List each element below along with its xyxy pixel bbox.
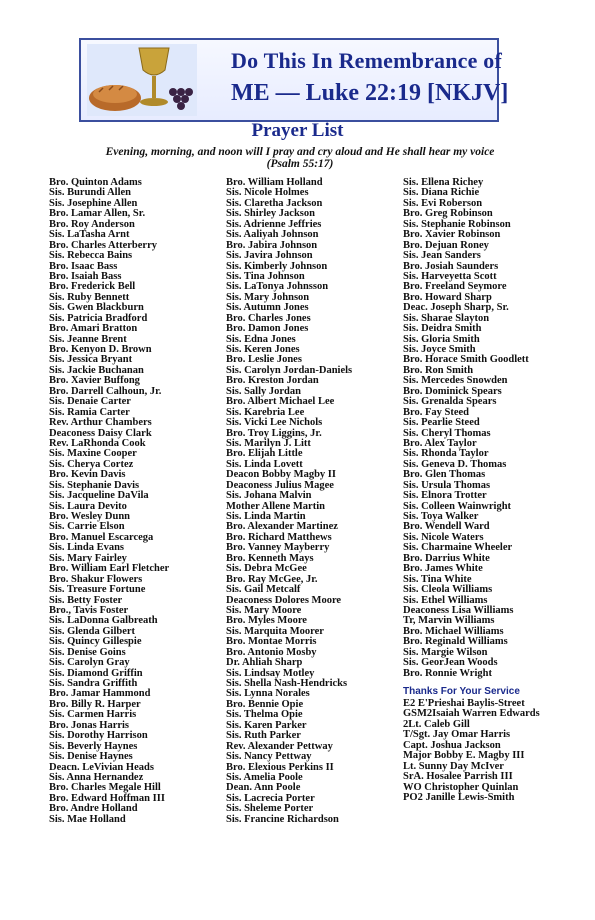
- prayer-list-column-3: [403, 178, 540, 803]
- list-item: Bro. Roy Anderson: [49, 218, 135, 230]
- list-item: Sis. Colleen Wainwright: [403, 500, 512, 512]
- list-item: Sis. Sharae Slayton: [403, 312, 490, 324]
- list-item: Sis. Nicole Holmes: [226, 187, 309, 199]
- list-item: E2 E'Prieshai Baylis-Street: [403, 698, 525, 709]
- list-item: Bro. Charles Jones: [226, 312, 311, 324]
- list-item: Bro. Vanney Mayberry: [226, 542, 330, 554]
- list-item: Bro. Damon Jones: [226, 323, 309, 335]
- list-item: Sis. LaTasha Arnt: [49, 229, 130, 241]
- list-item: Sis. Cheryl Thomas: [403, 427, 491, 439]
- list-item: Sis. Shella Nash-Hendricks: [226, 678, 348, 689]
- list-item: Sis. Debra McGee: [226, 563, 307, 575]
- list-item: Bro. Fay Steed: [403, 406, 470, 418]
- list-item: Sis. Diamond Griffin: [49, 667, 143, 679]
- list-item: Bro. Reginald Williams: [403, 636, 508, 648]
- list-item: Sis. Edna Jones: [226, 333, 296, 345]
- list-item: Sis. Carolyn Jordan-Daniels: [226, 364, 353, 376]
- list-item: Bro. Glen Thomas: [403, 469, 486, 481]
- list-item: Bro. Shakur Flowers: [49, 573, 143, 585]
- list-item: Sis. LaDonna Galbreath: [49, 615, 158, 627]
- list-item: Sis. Glenda Gilbert: [49, 625, 136, 637]
- list-item: Bro. Richard Matthews: [226, 531, 332, 543]
- list-item: Sis. Betty Foster: [49, 594, 123, 606]
- list-item: Bro. Edward Hoffman III: [49, 792, 165, 804]
- list-item: WO Christopher Quinlan: [403, 781, 519, 793]
- list-item: Sis. Harveyetta Scott: [403, 270, 497, 282]
- list-item: Bro. Lamar Allen, Sr.: [49, 208, 146, 220]
- list-item: Bro. Darrell Calhoun, Jr.: [49, 385, 162, 397]
- list-item: Sis. Laura Devito: [49, 500, 127, 512]
- list-item: Bro. Wendell Ward: [403, 521, 490, 533]
- header-banner: [79, 38, 509, 122]
- list-item: Sis. Autumn Jones: [226, 302, 309, 314]
- list-item: Sis. Burundi Allen: [49, 187, 131, 199]
- list-item: Sis. Maxine Cooper: [49, 448, 137, 460]
- list-item: Sis. Rhonda Taylor: [403, 448, 489, 460]
- list-item: Sis. Francine Richardson: [226, 813, 339, 825]
- list-item: Major Bobby E. Magby III: [403, 750, 525, 762]
- list-item: Sis. Ellena Richey: [403, 177, 484, 188]
- list-item: PO2 Janille Lewis-Smith: [403, 791, 515, 803]
- list-item: Bro. Amari Bratton: [49, 323, 138, 335]
- list-item: Sis. Rebecca Bains: [49, 250, 133, 262]
- list-item: Sis. Claretha Jackson: [226, 197, 323, 209]
- list-item: Deaconess Lisa Williams: [403, 604, 514, 616]
- list-item: Sis. Denaie Carter: [49, 396, 131, 408]
- list-item: Sis. GeorJean Woods: [403, 657, 498, 669]
- list-item: Deac. Joseph Sharp, Sr.: [403, 302, 509, 314]
- list-item: Sis. Carmen Harris: [49, 709, 137, 721]
- list-item: Bro. Kenneth Mays: [226, 552, 314, 564]
- list-item: Sis. Stephanie Robinson: [403, 218, 511, 230]
- list-item: Sis. Josephine Allen: [49, 197, 138, 209]
- list-item: Sis. Pearlie Steed: [403, 417, 480, 429]
- banner-title-line1: Do This In Remembrance of: [231, 48, 503, 73]
- list-item: Sis. Margie Wilson: [403, 646, 488, 658]
- list-item: T/Sgt. Jay Omar Harris: [403, 729, 511, 741]
- list-item: Sis. Beverly Haynes: [49, 740, 138, 752]
- list-item: Bro. Montae Morris: [226, 636, 317, 648]
- list-item: Sis. Lindsay Motley: [226, 667, 315, 679]
- list-item: Bro. Manuel Escarcega: [49, 531, 154, 543]
- list-item: Sis. Denise Haynes: [49, 751, 133, 763]
- list-item: Sis. Diana Richie: [403, 187, 480, 199]
- list-item: Sis. Toya Walker: [403, 511, 479, 522]
- list-item: Rev. LaRhonda Cook: [49, 437, 146, 449]
- list-item: Sis. Nicole Waters: [403, 531, 484, 543]
- prayer-list-column-3-names: [403, 178, 540, 679]
- list-item: Sis. Mary Fairley: [49, 552, 127, 564]
- list-item: Bro. Leslie Jones: [226, 354, 302, 366]
- list-item: Sis. Charmaine Wheeler: [403, 542, 513, 554]
- list-item: Sis. Keren Jones: [226, 344, 300, 355]
- thanks-heading: Thanks For Your Service: [403, 686, 520, 697]
- list-item: Bro. Howard Sharp: [403, 291, 492, 303]
- list-item: Sis. Linda Martin: [226, 511, 306, 522]
- list-item: Dr. Ahliah Sharp: [226, 657, 303, 669]
- list-item: Bro. Charles Megale Hill: [49, 782, 161, 794]
- list-item: Bro. Billy R. Harper: [49, 698, 141, 710]
- list-item: GSM2Isaiah Warren Edwards: [403, 708, 540, 720]
- list-item: Sis. Patricia Bradford: [49, 312, 148, 324]
- list-item: Bro. Kevin Davis: [49, 469, 126, 481]
- list-item: Deacn. LeVivian Heads: [49, 761, 154, 773]
- list-item: Deacon Bobby Magby II: [226, 469, 336, 481]
- list-item: Sis. Anna Hernandez: [49, 771, 144, 783]
- list-item: Bro. Troy Liggins, Jr.: [226, 427, 322, 439]
- prayer-list-column-1: [49, 178, 169, 825]
- thanks-list: [403, 699, 540, 803]
- list-item: Bro. Jamar Hammond: [49, 688, 151, 700]
- list-item: Bro. Dejuan Roney: [403, 239, 489, 251]
- list-item: Sis. Marquita Moorer: [226, 625, 324, 637]
- list-item: Sis. Sandra Griffith: [49, 678, 138, 689]
- list-item: Sis. Mercedes Snowden: [403, 375, 508, 387]
- list-item: Bro. Horace Smith Goodlett: [403, 354, 529, 366]
- list-item: Bro. Elexious Perkins II: [226, 761, 334, 773]
- list-item: Bro. Ray McGee, Jr.: [226, 573, 318, 585]
- list-item: Sis. Gail Metcalf: [226, 584, 301, 596]
- list-item: Sis. Dorothy Harrison: [49, 730, 148, 742]
- list-item: Sis. Evi Roberson: [403, 197, 483, 209]
- list-item: Sis. Cleola Williams: [403, 584, 493, 596]
- list-item: Sis. Sally Jordan: [226, 385, 301, 397]
- list-item: Sis. Jeanne Brent: [49, 333, 127, 345]
- list-item: Tr, Marvin Williams: [403, 615, 495, 627]
- list-item: Sis. Quincy Gillespie: [49, 636, 142, 648]
- list-item: Bro. William Holland: [226, 177, 323, 188]
- list-item: Sis. Vicki Lee Nichols: [226, 417, 323, 429]
- list-item: Sis. Grenalda Spears: [403, 396, 497, 408]
- list-item: Bro. William Earl Fletcher: [49, 563, 170, 575]
- list-item: Sis. Amelia Poole: [226, 771, 303, 783]
- list-item: Sis. Mae Holland: [49, 813, 126, 825]
- list-item: Sis. Sheleme Porter: [226, 803, 314, 815]
- list-item: Bro. Dominick Spears: [403, 385, 502, 397]
- list-item: SrA. Hosalee Parrish III: [403, 771, 513, 783]
- list-item: Sis. Stephanie Davis: [49, 479, 140, 491]
- list-item: Bro. Albert Michael Lee: [226, 396, 335, 408]
- list-item: Sis. Ruth Parker: [226, 730, 301, 742]
- scripture-line: Evening, morning, and noon will I pray and cry aloud and He shall hear my voice: [105, 146, 495, 158]
- list-item: Sis. Kimberly Johnson: [226, 260, 328, 272]
- list-item: Bro. Darrius White: [403, 552, 490, 564]
- list-item: Sis. Johana Malvin: [226, 490, 312, 502]
- list-item: Sis. Carrie Elson: [49, 521, 125, 533]
- list-item: Sis. Adrienne Jeffries: [226, 218, 322, 230]
- list-item: Capt. Joshua Jackson: [403, 739, 501, 751]
- list-item: Sis. Jean Sanders: [403, 250, 481, 262]
- list-item: Sis. Tina Johnson: [226, 270, 305, 282]
- list-item: Bro. Antonio Mosby: [226, 646, 317, 658]
- list-item: Sis. Linda Evans: [49, 542, 124, 554]
- list-item: Bro. James White: [403, 563, 483, 575]
- list-item: Sis. Karen Parker: [226, 719, 307, 731]
- list-item: Mother Allene Martin: [226, 500, 325, 512]
- list-item: Lt. Sunny Day McIver: [403, 760, 504, 772]
- list-item: Bro. Bennie Opie: [226, 698, 304, 710]
- list-item: Sis. Linda Lovett: [226, 458, 303, 470]
- list-item: Sis. Javira Johnson: [226, 250, 313, 262]
- list-item: Sis. Lynna Norales: [226, 688, 310, 700]
- list-item: Sis. Jackie Buchanan: [49, 364, 144, 376]
- list-item: Dean. Ann Poole: [226, 782, 301, 794]
- list-item: Bro. Jonas Harris: [49, 719, 130, 731]
- list-item: Sis. Lacrecia Porter: [226, 792, 315, 804]
- list-item: Bro. Jabira Johnson: [226, 239, 318, 251]
- list-item: Sis. Carolyn Gray: [49, 657, 130, 669]
- list-item: Sis. Nancy Pettway: [226, 751, 312, 763]
- list-item: Sis. Mary Moore: [226, 604, 302, 616]
- list-item: Bro. Alex Taylor: [403, 437, 477, 449]
- list-item: Sis. Gwen Blackburn: [49, 302, 144, 314]
- list-item: Sis. Geneva D. Thomas: [403, 458, 507, 470]
- list-item: Bro. Michael Williams: [403, 625, 504, 637]
- list-item: Bro. Kreston Jordan: [226, 375, 319, 387]
- scripture-reference: (Psalm 55:17): [266, 158, 334, 170]
- list-item: Sis. Shirley Jackson: [226, 208, 315, 220]
- list-item: Sis. LaTonya Johnsson: [226, 281, 329, 293]
- list-item: Sis. Ethel Williams: [403, 594, 488, 606]
- list-item: Rev. Arthur Chambers: [49, 417, 152, 429]
- list-item: Sis. Denise Goins: [49, 646, 126, 658]
- list-item: Bro. Andre Holland: [49, 803, 138, 815]
- list-item: Bro. Ron Smith: [403, 364, 474, 376]
- banner-title-line2: ME — Luke 22:19 [NKJV]: [231, 80, 509, 106]
- list-item: Sis. Jessica Bryant: [49, 354, 133, 366]
- list-item: Sis. Joyce Smith: [403, 344, 476, 355]
- list-item: Bro. Josiah Saunders: [403, 260, 499, 272]
- list-item: Sis. Ursula Thomas: [403, 479, 491, 491]
- list-item: Bro. Wesley Dunn: [49, 511, 131, 522]
- list-item: Bro. Xavier Robinson: [403, 229, 501, 241]
- list-item: Bro. Isaac Bass: [49, 260, 118, 272]
- list-item: Bro. Quinton Adams: [49, 177, 142, 188]
- list-item: Sis. Karebria Lee: [226, 406, 305, 418]
- list-item: Bro. Isaiah Bass: [49, 270, 122, 282]
- list-item: Sis. Mary Johnson: [226, 291, 310, 303]
- list-item: Bro. Ronnie Wright: [403, 667, 492, 679]
- list-item: Sis. Gloria Smith: [403, 333, 480, 345]
- list-item: Sis. Deidra Smith: [403, 323, 482, 335]
- scripture-subtitle: [50, 146, 550, 170]
- list-item: Bro. Myles Moore: [226, 615, 307, 627]
- list-item: Sis. Tina White: [403, 573, 472, 585]
- bread-cup-grapes-image: [87, 44, 197, 116]
- list-item: Bro. Kenyon D. Brown: [49, 344, 152, 355]
- list-item: Deaconess Julius Magee: [226, 479, 334, 491]
- list-item: Sis. Marilyn J. Litt: [226, 437, 311, 449]
- list-item: Sis. Thelma Opie: [226, 709, 303, 721]
- prayer-list-column-2: [226, 178, 352, 825]
- list-item: Deaconess Daisy Clark: [49, 427, 152, 439]
- list-item: Sis. Aaliyah Johnson: [226, 229, 319, 241]
- list-item: Rev. Alexander Pettway: [226, 740, 333, 752]
- list-item: Bro. Charles Atterberry: [49, 239, 157, 251]
- list-item: Sis. Ramia Carter: [49, 406, 130, 418]
- list-item: 2Lt. Caleb Gill: [403, 718, 470, 730]
- list-item: Bro. Greg Robinson: [403, 208, 493, 220]
- list-item: Deaconess Dolores Moore: [226, 594, 342, 606]
- list-item: Sis. Ruby Bennett: [49, 291, 130, 303]
- list-item: Bro. Freeland Seymore: [403, 281, 507, 293]
- list-item: Sis. Jacqueline DaVila: [49, 490, 149, 502]
- page-title: Prayer List: [251, 120, 344, 141]
- list-item: Bro. Elijah Little: [226, 448, 303, 460]
- list-item: Sis. Cherya Cortez: [49, 458, 134, 470]
- list-item: Bro. Xavier Buffong: [49, 375, 140, 387]
- list-item: Sis. Treasure Fortune: [49, 584, 146, 596]
- list-item: Bro. Alexander Martinez: [226, 521, 338, 533]
- list-item: Bro., Tavis Foster: [49, 604, 129, 616]
- list-item: Sis. Elnora Trotter: [403, 490, 487, 502]
- list-item: Bro. Frederick Bell: [49, 281, 136, 293]
